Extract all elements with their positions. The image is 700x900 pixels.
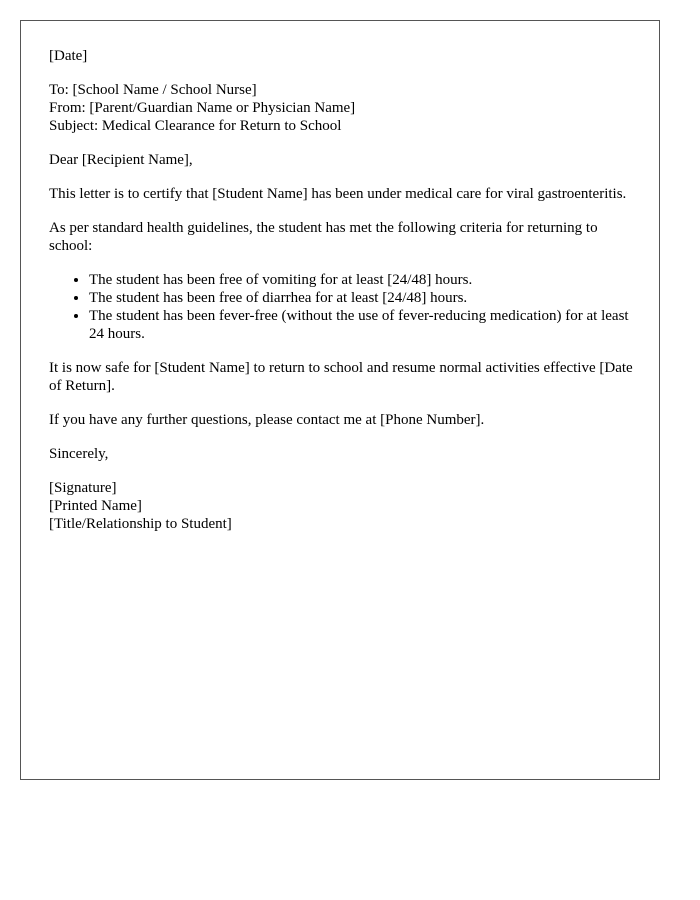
criteria-list <box>49 271 639 343</box>
letter-content <box>49 47 639 549</box>
letter-clearance: It is now safe for [Student Name] to return to school and resume normal activities effective [Date of Return]. <box>49 360 633 394</box>
criteria-item: • The student has been fever-free (without the use of fever-reducing medication) for at least 24 hours. <box>89 307 639 343</box>
letter-salutation: Dear [Recipient Name], <box>49 152 193 168</box>
criteria-item: • The student has been free of vomiting for at least [24/48] hours. <box>89 271 639 289</box>
letter-contact: If you have any further questions, please contact me at [Phone Number]. <box>49 412 485 428</box>
signature-block <box>49 479 639 533</box>
signer-title: [Title/Relationship to Student] <box>49 516 232 532</box>
letter-header-block <box>49 81 639 135</box>
letter-page <box>20 20 660 780</box>
letter-closing: Sincerely, <box>49 446 109 462</box>
criteria-item: • The student has been free of diarrhea for at least [24/48] hours. <box>89 289 639 307</box>
printed-name: [Printed Name] <box>49 498 142 514</box>
signature-line: [Signature] <box>49 480 117 496</box>
letter-subject: Subject: Medical Clearance for Return to School <box>49 118 342 134</box>
letter-intro: This letter is to certify that [Student Name] has been under medical care for viral gastroenteritis. <box>49 186 627 202</box>
letter-criteria-intro: As per standard health guidelines, the student has met the following criteria for returning to school: <box>49 220 598 254</box>
letter-from: From: [Parent/Guardian Name or Physician Name] <box>49 100 356 116</box>
letter-to: To: [School Name / School Nurse] <box>49 82 257 98</box>
letter-date: [Date] <box>49 48 88 64</box>
